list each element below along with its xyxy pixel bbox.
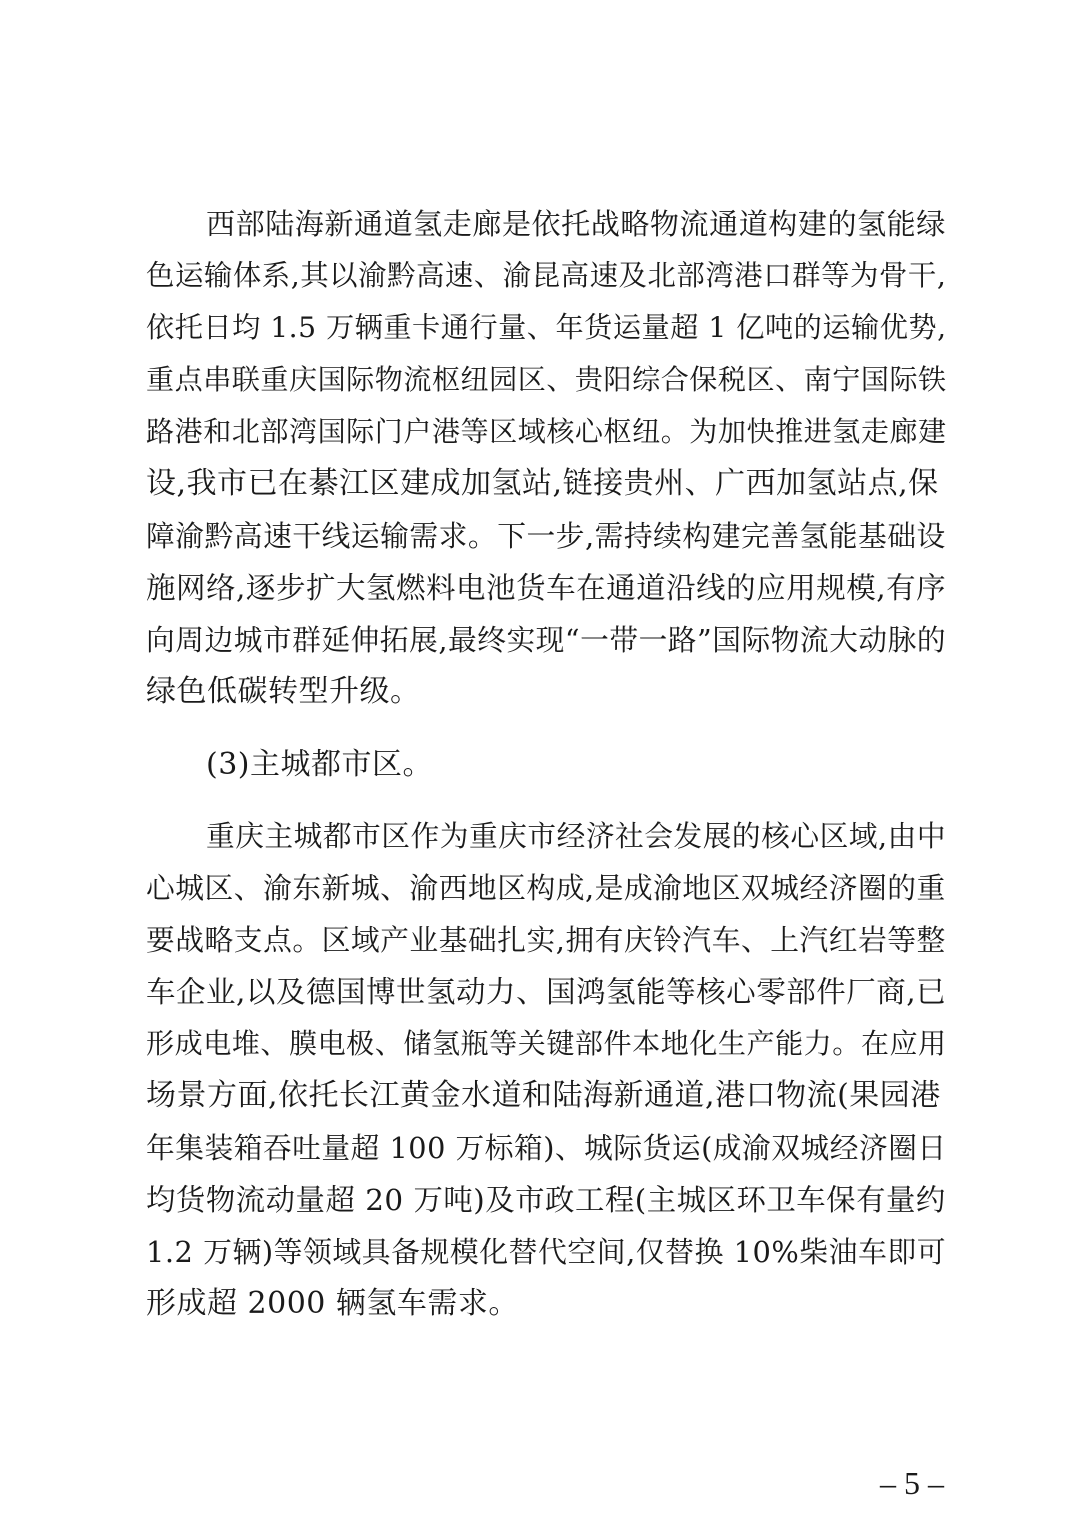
paragraph-2-line-5: 形成电堆、膜电极、储氢瓶等关键部件本地化生产能力。在应用 (146, 1027, 947, 1060)
paragraph-2-line-3: 要战略支点。区域产业基础扎实,拥有庆铃汽车、上汽红岩等整 (146, 923, 946, 957)
paragraph-1-line-5: 路港和北部湾国际门户港等区域核心枢纽。为加快推进氢走廊建 (146, 415, 947, 448)
paragraph-2-line-10: 形成超 2000 辆氢车需求。 (146, 1286, 519, 1321)
paragraph-2-line-4: 车企业,以及德国博世氢动力、国鸿氢能等核心零部件厂商,已 (146, 975, 947, 1009)
paragraph-1-line-8: 施网络,逐步扩大氢燃料电池货车在通道沿线的应用规模,有序 (146, 571, 947, 605)
paragraph-1-line-7: 障渝黔高速干线运输需求。下一步,需持续构建完善氢能基础设 (146, 519, 946, 553)
paragraph-1-line-9: 向周边城市群延伸拓展,最终实现“一带一路”国际物流大动脉的 (146, 623, 947, 657)
page-number: – 5 – (880, 1465, 944, 1501)
paragraph-2-line-9: 1.2 万辆)等领域具备规模化替代空间,仅替换 10%柴油车即可 (146, 1235, 947, 1269)
paragraph-1-line-6: 设,我市已在綦江区建成加氢站,链接贵州、广西加氢站点,保 (146, 466, 939, 501)
paragraph-2-line-8: 均货物流动量超 20 万吨)及市政工程(主城区环卫车保有量约 (146, 1183, 946, 1217)
paragraph-1-line-3: 依托日均 1.5 万辆重卡通行量、年货运量超 1 亿吨的运输优势, (146, 311, 947, 344)
section-heading: (3)主城都市区。 (206, 747, 433, 782)
paragraph-2-line-2: 心城区、渝东新城、渝西地区构成,是成渝地区双城经济圈的重 (146, 871, 946, 905)
paragraph-2-line-6: 场景方面,依托长江黄金水道和陆海新通道,港口物流(果园港 (146, 1078, 941, 1113)
paragraph-1-line-1: 西部陆海新通道氢走廊是依托战略物流通道构建的氢能绿 (206, 207, 946, 241)
paragraph-1-line-4: 重点串联重庆国际物流枢纽园区、贵阳综合保税区、南宁国际铁 (146, 363, 947, 396)
paragraph-1-line-10: 绿色低碳转型升级。 (146, 674, 421, 709)
paragraph-2-line-1: 重庆主城都市区作为重庆市经济社会发展的核心区域,由中 (206, 819, 947, 853)
paragraph-1-line-2: 色运输体系,其以渝黔高速、渝昆高速及北部湾港口群等为骨干, (146, 259, 947, 292)
paragraph-2-line-7: 年集装箱吞吐量超 100 万标箱)、城际货运(成渝双城经济圈日 (146, 1131, 947, 1165)
